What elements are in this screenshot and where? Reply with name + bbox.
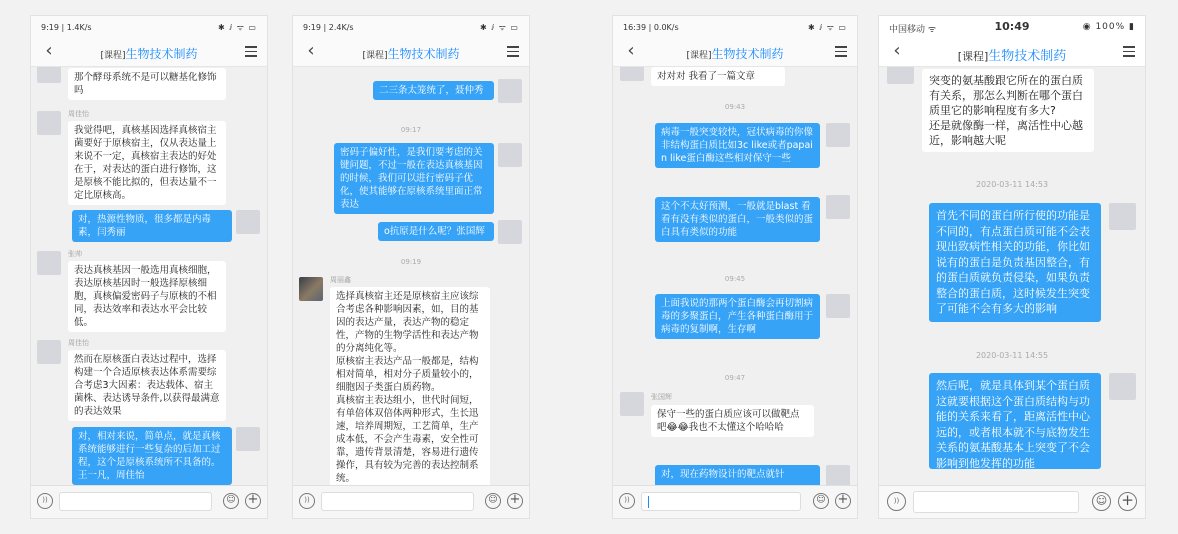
chat-screen-4 — [878, 15, 1146, 519]
title-tag: [课程] — [100, 51, 126, 61]
message-bubble[interactable]: 保守一些的蛋白质应该可以做靶点吧😂😂我也不太懂这个哈哈哈 — [651, 405, 814, 437]
chat-screen-1 — [30, 15, 268, 519]
emoji-icon[interactable]: ☺ — [813, 493, 829, 509]
message-bubble[interactable]: 然而在原核蛋白表达过程中，选择构建一个合适原核表达体系需要综合考虑3大因素：表达载体、宿主菌株、表达诱导条件,以获得最满意的表达效果 — [68, 350, 226, 421]
avatar[interactable] — [826, 465, 850, 485]
message-bubble[interactable]: 这个不太好预测，一般就是blast 看看有没有类似的蛋白，一般类似的蛋白具有类似的功能 — [655, 197, 820, 242]
message-bubble[interactable]: 那个酵母系统不是可以糖基化修饰吗 — [68, 68, 226, 100]
sender-name: 周佳怡 — [68, 339, 89, 347]
nav-bar — [613, 38, 857, 67]
chat-title — [879, 45, 1145, 64]
text-cursor — [648, 496, 649, 508]
message-bubble[interactable]: 表达真核基因一般选用真核细胞，表达原核基因时一般选择原核细胞，真核偏爱密码子与原核的不相同，表达效率和表达水平会比较低。 — [68, 261, 226, 332]
avatar[interactable] — [498, 220, 522, 244]
message-bubble[interactable]: 突变的氨基酸跟它所在的蛋白质有关系，那怎么判断在哪个蛋白质里它的影响程度有多大? 还是就像酶一样，离活性中心越近，影响越大呢 — [922, 69, 1094, 152]
message-input[interactable] — [641, 492, 801, 511]
title-tag: [课程] — [957, 50, 989, 63]
message-bubble[interactable]: 我觉得吧，真核基因选择真核宿主菌要好于原核宿主，仅从表达量上来说不一定，真核宿主表达的好处在于，对表达的蛋白进行修饰，这是原核不能比拟的，但表达量不一定比原核高。 — [68, 121, 226, 205]
sender-name: 张帅 — [68, 250, 82, 258]
message-bubble[interactable]: 选择真核宿主还是原核宿主应该综合考虑各种影响因素，如，目的基因的表达产量，表达产物的稳定性，产物的生物学活性和表达产物的分离纯化等。 原核宿主表达产品一般都是，结构相对简单，相对分子质量较小的，细胞因子类蛋白质药物。 真核宿主表达组小，世代时间短，有单倍体双倍体两种形式，生长迅速，培养周期短，工艺简单，生产成本低，不会产生毒素，安全性可靠，遗传背景清楚，容易进行遗传操作，具有较为完善的表达控制系统。 — [330, 287, 490, 485]
input-bar — [613, 485, 857, 518]
input-bar — [293, 485, 529, 518]
voice-icon[interactable]: )) — [299, 493, 315, 509]
message-bubble[interactable]: 上面我说的那两个蛋白酶会再切割病毒的多聚蛋白，产生各种蛋白酶用于病毒的复制啊，生存啊 — [655, 294, 820, 339]
chat-screen-3 — [612, 15, 858, 519]
battery-status: ◉ 100% ▮ — [1082, 22, 1135, 32]
title-tag: [课程] — [686, 51, 712, 61]
avatar[interactable] — [498, 79, 522, 103]
plus-icon[interactable]: + — [835, 493, 851, 509]
avatar[interactable] — [1109, 373, 1136, 400]
message-input[interactable] — [59, 492, 212, 511]
message-bubble[interactable]: 病毒一般突变较快，冠状病毒的你像非结构蛋白质比如3c like或者papain like蛋白酶这些相对保守一些 — [655, 123, 820, 168]
avatar[interactable] — [236, 210, 260, 234]
back-arrow-icon[interactable]: ‹ — [307, 40, 315, 61]
timestamp: 09:43 — [724, 103, 746, 111]
message-list[interactable] — [293, 67, 529, 485]
status-bar — [613, 16, 857, 38]
status-bar — [879, 16, 1145, 38]
chat-title — [613, 45, 857, 62]
timestamp: 09:45 — [724, 275, 746, 283]
avatar[interactable] — [826, 195, 850, 219]
carrier-signal: 中国移动 ᯤ — [889, 25, 937, 35]
menu-icon[interactable] — [1123, 46, 1135, 56]
chat-screen-2 — [292, 15, 530, 519]
status-time: 10:49 — [994, 20, 1030, 33]
avatar[interactable] — [299, 277, 323, 301]
avatar[interactable] — [620, 392, 644, 416]
message-bubble[interactable]: o抗原是什么呢？张国辉 — [378, 222, 494, 241]
status-time: 9:19 | 1.4K/s — [41, 23, 92, 32]
message-input[interactable] — [913, 491, 1079, 513]
back-arrow-icon[interactable]: ‹ — [893, 40, 901, 61]
avatar[interactable] — [37, 67, 61, 83]
timestamp: 09:17 — [400, 126, 422, 134]
message-input[interactable] — [321, 492, 474, 511]
title-tag: [课程] — [362, 51, 388, 61]
message-bubble[interactable]: 对，热源性物质，很多都是内毒素，闫秀丽 — [72, 210, 232, 242]
menu-icon[interactable] — [507, 46, 519, 56]
avatar[interactable] — [887, 67, 914, 84]
chat-title — [31, 45, 267, 62]
message-bubble[interactable]: 对，现在药物设计的靶点就针 — [655, 465, 820, 485]
title-text: 生物技术制药 — [387, 47, 460, 61]
timestamp: 09:19 — [400, 258, 422, 266]
voice-icon[interactable]: )) — [619, 493, 635, 509]
message-bubble[interactable]: 二三条太笼统了，聂仲秀 — [373, 81, 494, 100]
nav-bar — [31, 38, 267, 67]
message-bubble[interactable]: 密码子偏好性，是我们要考虑的关键问题，不过一般在表达真核基因的时候，我们可以进行密码子优化，使其能够在原核系统里面正常表达 — [334, 143, 494, 214]
status-time: 9:19 | 2.4K/s — [303, 23, 354, 32]
avatar[interactable] — [1109, 203, 1136, 230]
timestamp: 09:47 — [724, 374, 746, 382]
title-text: 生物技术制药 — [125, 47, 198, 61]
emoji-icon[interactable]: ☺ — [485, 493, 501, 509]
message-bubble[interactable]: 对，相对来说，简单点，就是真核系统能够进行一些复杂的后加工过程，这个是原核系统所不具备的。王一凡，周佳怡 — [72, 427, 232, 485]
plus-icon[interactable]: + — [1118, 492, 1137, 511]
voice-icon[interactable]: )) — [37, 493, 53, 509]
status-time: 16:39 | 0.0K/s — [623, 23, 679, 32]
menu-icon[interactable] — [245, 46, 257, 56]
avatar[interactable] — [37, 251, 61, 275]
avatar[interactable] — [826, 294, 850, 318]
back-arrow-icon[interactable]: ‹ — [45, 40, 53, 61]
input-bar — [879, 485, 1145, 518]
avatar[interactable] — [498, 143, 522, 167]
avatar[interactable] — [620, 67, 644, 81]
avatar[interactable] — [37, 111, 61, 135]
message-bubble[interactable]: 然后呢，就是具体到某个蛋白质这就要根据这个蛋白质结构与功能的关系来看了，距离活性中心远的，或者根本就不与底物发生关系的氨基酸基本上突变了不会影响到他发挥的功能 — [929, 373, 1101, 469]
message-list[interactable] — [31, 67, 267, 485]
chat-title — [293, 45, 529, 62]
back-arrow-icon[interactable]: ‹ — [627, 40, 635, 61]
avatar[interactable] — [826, 123, 850, 147]
sender-name: 张国辉 — [651, 393, 672, 401]
sender-name: 周佳怡 — [68, 110, 89, 118]
status-icons: ✱ ⅈ ᯤ ▭ — [807, 23, 847, 32]
status-bar — [293, 16, 529, 38]
status-icons: ✱ ⅈ ᯤ ▭ — [217, 23, 257, 32]
status-icons: ✱ ⅈ ᯤ ▭ — [479, 23, 519, 32]
status-bar — [31, 16, 267, 38]
menu-icon[interactable] — [835, 46, 847, 56]
message-list[interactable] — [879, 67, 1145, 485]
timestamp: 2020-03-11 14:55 — [975, 351, 1049, 360]
nav-bar — [293, 38, 529, 67]
title-text: 生物技术制药 — [988, 49, 1067, 64]
message-list[interactable] — [613, 67, 857, 485]
plus-icon[interactable]: + — [507, 493, 523, 509]
title-text: 生物技术制药 — [711, 47, 784, 61]
timestamp: 2020-03-11 14:53 — [975, 180, 1049, 189]
voice-icon[interactable]: )) — [887, 492, 906, 511]
avatar[interactable] — [236, 427, 260, 451]
nav-bar — [879, 38, 1145, 67]
emoji-icon[interactable]: ☺ — [223, 493, 239, 509]
message-bubble[interactable]: 首先不同的蛋白所行使的功能是不同的，有点蛋白质可能不会表现出致病性相关的功能，你比如说有的蛋白是负责基因整合，有的蛋白质就负责侵染，如果负责整合的蛋白质，这时候发生突变了可能不会有多大的影响 — [929, 203, 1101, 322]
sender-name: 周丽鑫 — [330, 276, 351, 284]
avatar[interactable] — [37, 340, 61, 364]
emoji-icon[interactable]: ☺ — [1092, 492, 1111, 511]
input-bar — [31, 485, 267, 518]
message-bubble[interactable]: 对对对 我看了一篇文章 — [651, 67, 785, 86]
plus-icon[interactable]: + — [245, 493, 261, 509]
